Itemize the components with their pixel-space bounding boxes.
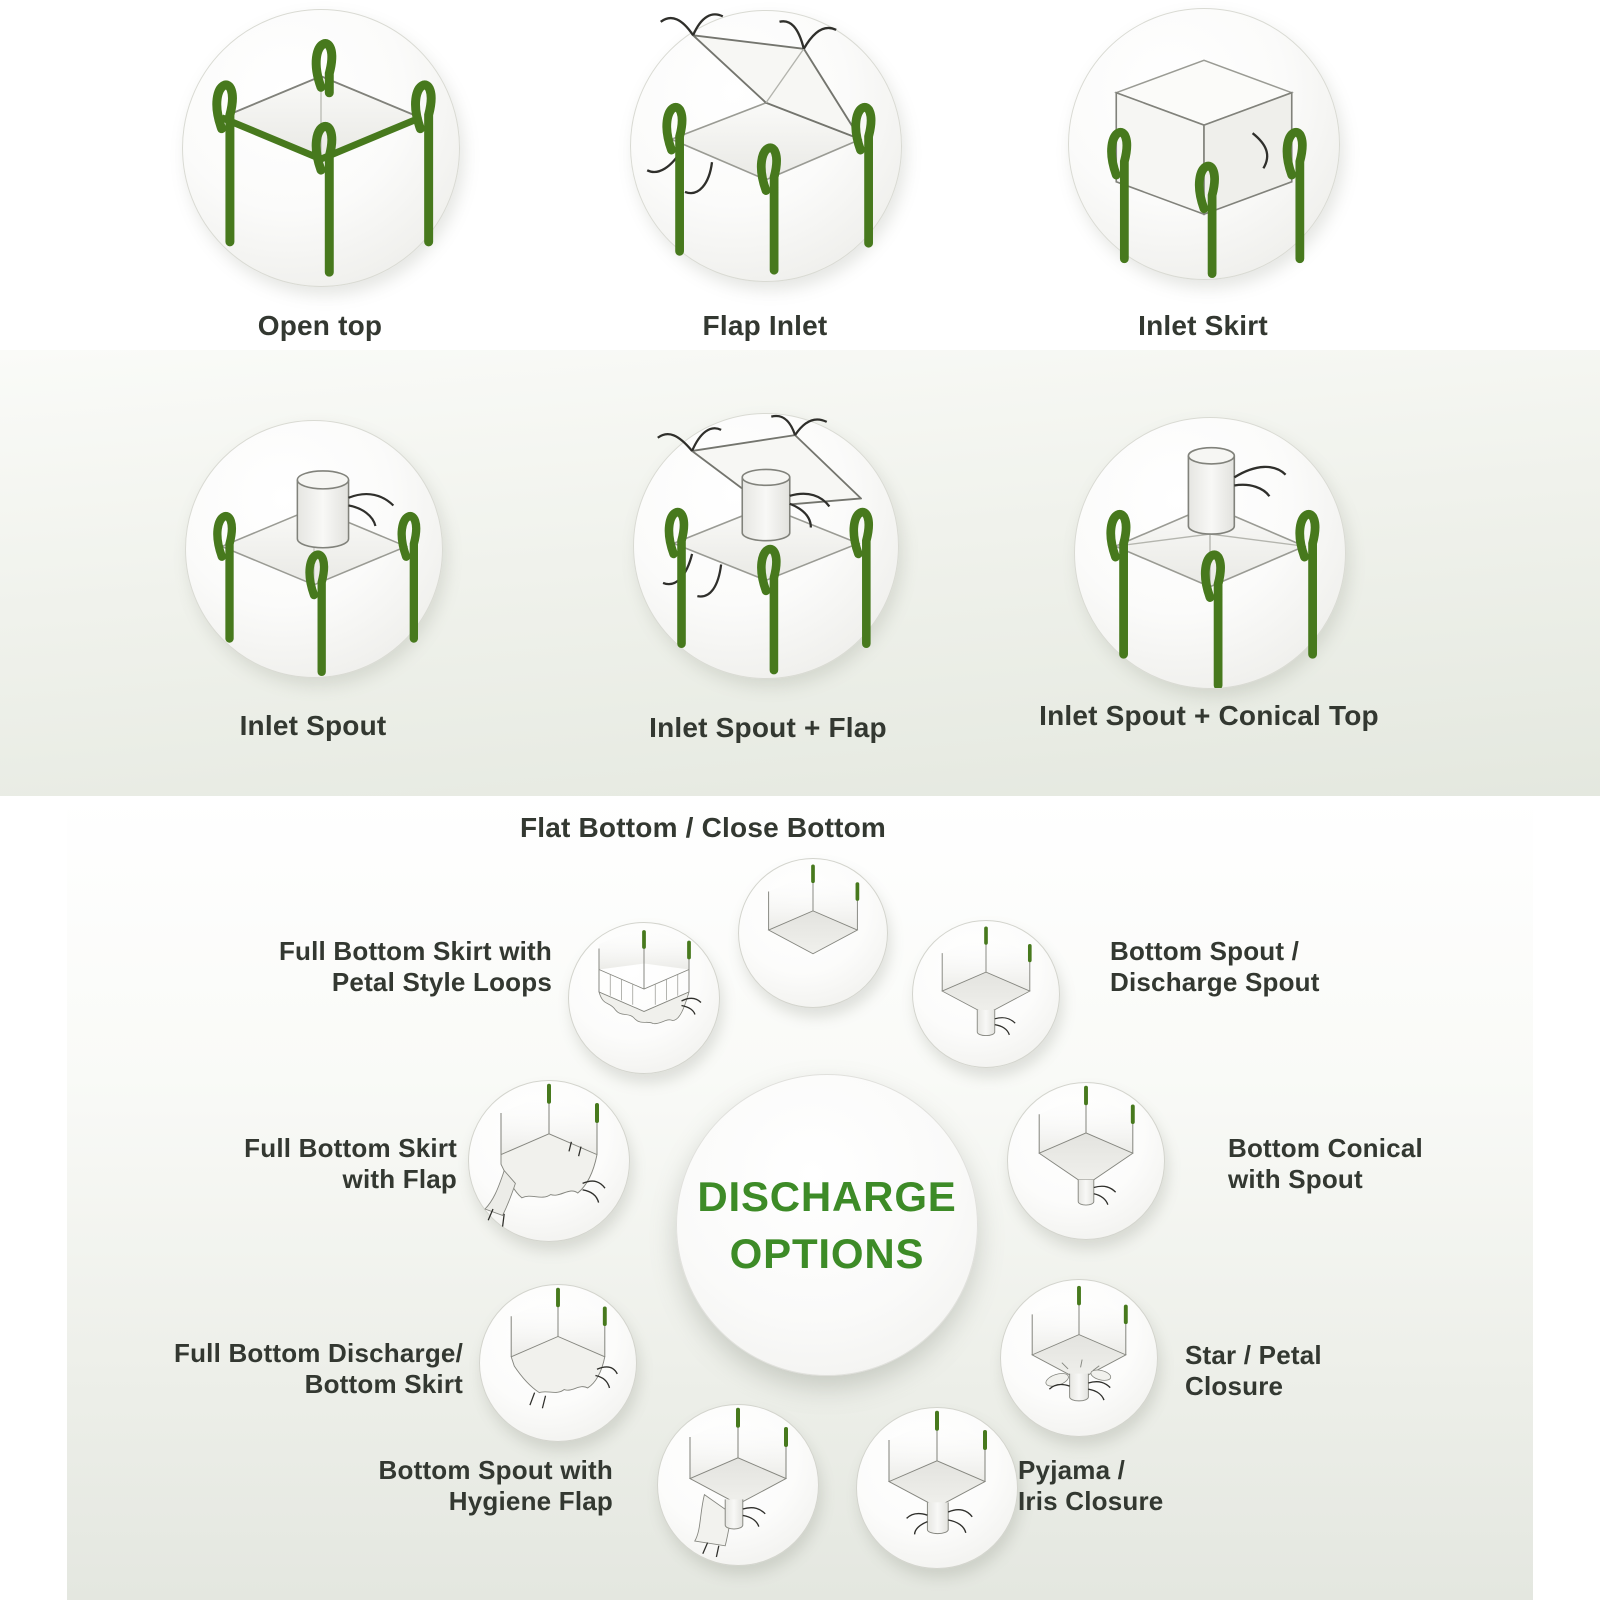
label-inlet-spout-flap: Inlet Spout + Flap	[649, 712, 887, 743]
inlet-spout-bag-icon	[186, 421, 442, 677]
circle-inlet-spout-flap	[633, 413, 899, 679]
label-star-petal-closure	[1185, 1340, 1485, 1402]
circle-pyjama-iris-closure	[856, 1407, 1018, 1569]
label-full-bottom-discharge-line1: Full Bottom Discharge/	[174, 1338, 463, 1368]
pyjama-iris-closure-bag-icon	[857, 1408, 1017, 1568]
discharge-options-title	[697, 1168, 956, 1282]
discharge-title-line1: DISCHARGE	[697, 1173, 957, 1220]
label-pyjama-iris-closure	[1018, 1455, 1318, 1517]
label-bottom-conical-line1: Bottom Conical	[1228, 1133, 1423, 1163]
label-star-petal-closure-line1: Star / Petal	[1185, 1340, 1322, 1370]
label-skirt-with-flap-line2: with Flap	[342, 1164, 457, 1194]
circle-flat-bottom	[738, 858, 888, 1008]
circle-bottom-spout	[912, 920, 1060, 1068]
label-pyjama-iris-closure-line1: Pyjama /	[1018, 1455, 1126, 1485]
bottom-spout-bag-icon	[913, 921, 1059, 1067]
label-petal-style-loops-line2: Petal Style Loops	[331, 967, 552, 997]
circle-petal-style-loops	[568, 922, 720, 1074]
open-top-bag-icon	[183, 10, 459, 286]
inlet-skirt-bag-icon	[1069, 9, 1339, 279]
discharge-title-line2: OPTIONS	[729, 1230, 925, 1277]
label-skirt-with-flap	[137, 1133, 457, 1195]
flat-bottom-bag-icon	[739, 859, 887, 1007]
label-bottom-spout	[1110, 936, 1450, 998]
label-full-bottom-discharge	[103, 1338, 463, 1400]
bottom-conical-bag-icon	[1008, 1083, 1164, 1239]
inlet-spout-conical-top-bag-icon	[1075, 418, 1345, 688]
label-inlet-spout: Inlet Spout	[239, 710, 387, 741]
label-hygiene-flap-line1: Bottom Spout with	[378, 1455, 613, 1485]
full-bottom-discharge-bag-icon	[480, 1285, 636, 1441]
label-skirt-with-flap-line1: Full Bottom Skirt	[244, 1133, 457, 1163]
circle-flap-inlet	[630, 10, 902, 282]
label-open-top: Open top	[257, 310, 383, 341]
label-inlet-skirt: Inlet Skirt	[1138, 310, 1268, 341]
circle-star-petal-closure	[1000, 1279, 1158, 1437]
inlet-spout-flap-bag-icon	[634, 414, 898, 678]
circle-bottom-conical	[1007, 1082, 1165, 1240]
flap-inlet-bag-icon	[631, 11, 901, 281]
skirt-with-flap-bag-icon	[469, 1081, 629, 1241]
star-petal-closure-bag-icon	[1001, 1280, 1157, 1436]
circle-inlet-skirt	[1068, 8, 1340, 280]
label-petal-style-loops-line1: Full Bottom Skirt with	[278, 936, 552, 966]
circle-skirt-with-flap	[468, 1080, 630, 1242]
label-bottom-conical	[1228, 1133, 1558, 1195]
label-hygiene-flap	[293, 1455, 613, 1517]
label-bottom-conical-line2: with Spout	[1228, 1164, 1363, 1194]
circle-inlet-spout-conical	[1074, 417, 1346, 689]
label-full-bottom-discharge-line2: Bottom Skirt	[304, 1369, 463, 1399]
flat-bottom-heading: Flat Bottom / Close Bottom	[519, 812, 887, 843]
label-hygiene-flap-line2: Hygiene Flap	[448, 1486, 613, 1516]
label-bottom-spout-line2: Discharge Spout	[1110, 967, 1320, 997]
circle-full-bottom-discharge	[479, 1284, 637, 1442]
label-inlet-spout-conical-top: Inlet Spout + Conical Top	[1039, 700, 1379, 731]
label-pyjama-iris-closure-line2: Iris Closure	[1018, 1486, 1164, 1516]
label-star-petal-closure-line2: Closure	[1185, 1371, 1284, 1401]
hygiene-flap-bag-icon	[658, 1405, 818, 1565]
circle-hygiene-flap	[657, 1404, 819, 1566]
circle-inlet-spout	[185, 420, 443, 678]
petal-style-loops-bag-icon	[569, 923, 719, 1073]
discharge-options-center-circle	[676, 1074, 978, 1376]
circle-open-top	[182, 9, 460, 287]
label-petal-style-loops	[212, 936, 552, 998]
label-bottom-spout-line1: Bottom Spout /	[1110, 936, 1300, 966]
label-flap-inlet: Flap Inlet	[702, 310, 828, 341]
